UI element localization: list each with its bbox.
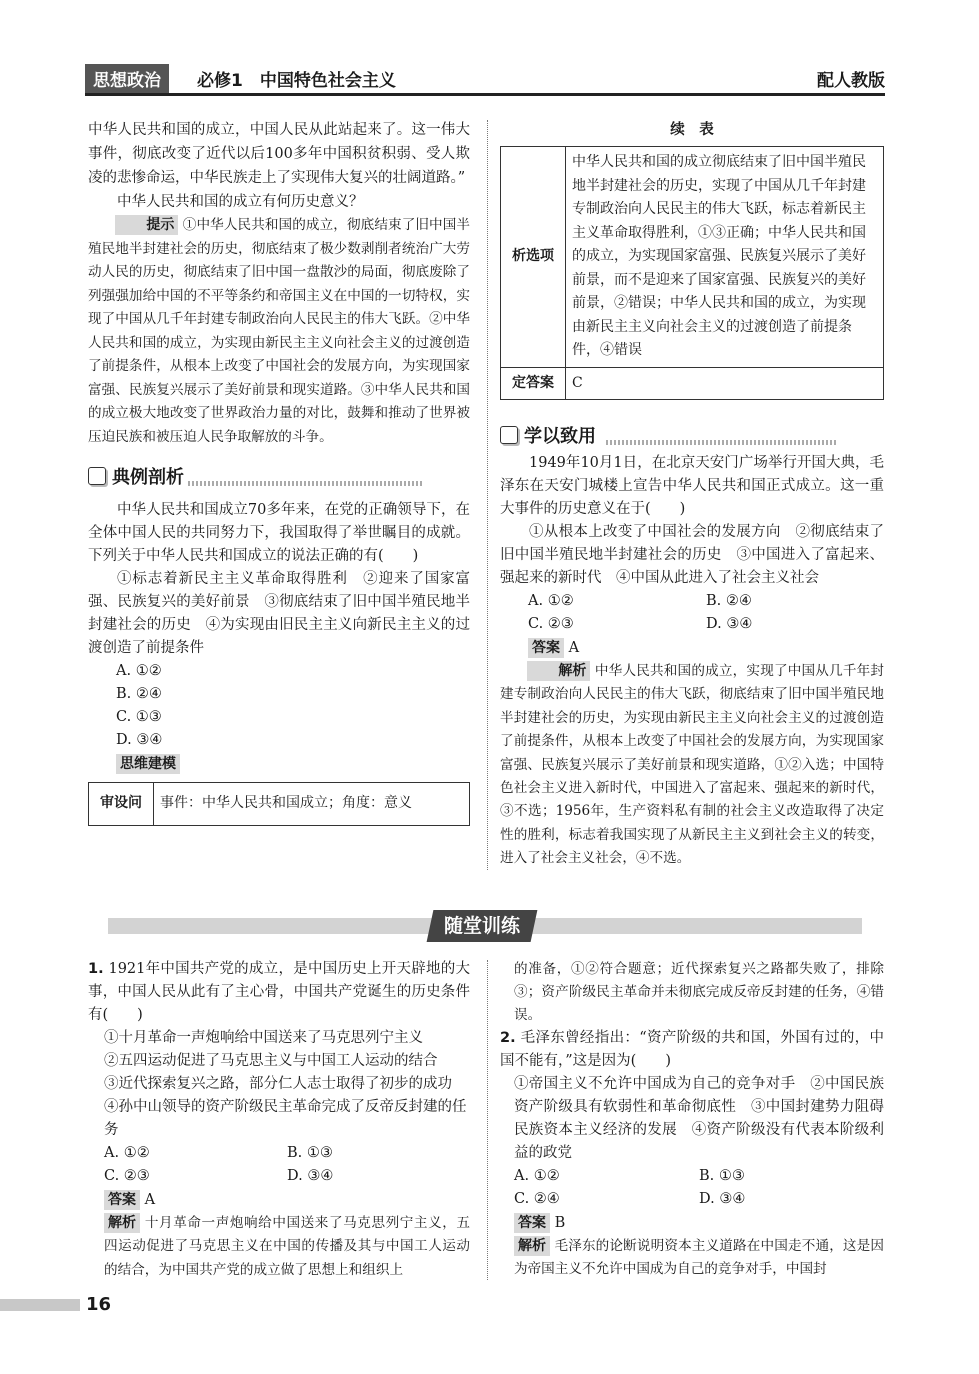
book-title: 必修1 中国特色社会主义 (197, 71, 396, 91)
section-icon (500, 426, 518, 444)
section-icon (88, 467, 106, 485)
q2-options (500, 1165, 884, 1211)
practice-banner-title: 随堂训练 (427, 910, 538, 942)
option-b: B. ②④ (116, 686, 162, 702)
subject-label: 思想政治 (85, 64, 169, 93)
option-b: B. ①③ (699, 1168, 745, 1184)
explanation-paragraph (500, 660, 884, 871)
analysis-table (500, 146, 884, 400)
option-c: C. ①③ (116, 709, 162, 725)
question-stem: 1949年10月1日，在北京天安门广场举行开国大典，毛泽东在天安门城楼上宣告中华人民共和国正式成立。这一重大事件的历史意义在于( ) (500, 455, 884, 517)
explanation-text: 十月革命一声炮响给中国送来了马克思列宁主义，五四运动促进了马克思主义在中国的传播及其与中国工人运动的结合，为中国共产党的成立做了思想上和组织上 (104, 1215, 470, 1278)
section-heading-examples (88, 463, 470, 489)
q1-item: ④孙中山领导的资产阶级民主革命完成了反帝反封建的任务 (104, 1099, 467, 1138)
answer-tag: 答案 (528, 638, 564, 658)
answer-label: 定答案 (501, 367, 566, 400)
q2-explanation (500, 1235, 884, 1282)
option-c: C. ②③ (104, 1168, 150, 1184)
section-title: 学以致用 (524, 426, 596, 447)
q2-items: ①帝国主义不允许中国成为自己的竞争对手 ②中国民族资产阶级具有软弱性和革命彻底性 ③中国封建势力阻碍民族资本主义经济的发展 ④资产阶级没有代表本阶级利益的政党 (514, 1076, 884, 1161)
right-column (500, 118, 884, 871)
q1-options (88, 1142, 470, 1188)
answer-tag: 答案 (514, 1213, 550, 1233)
column-divider-bottom (487, 960, 488, 1280)
option-a: A. ①② (528, 593, 574, 609)
option-c: C. ②③ (528, 616, 574, 632)
q2-number: 2. (500, 1030, 516, 1046)
analysis-text: 中华人民共和国的成立彻底结束了旧中国半殖民地半封建社会的历史，实现了中国从几千年封建专制政治向人民民主的伟大飞跃，标志着新民主主义革命取得胜利，①③正确；中华人民共和国的成立，为实现国家富强、民族复兴展示了美好前景，而不是迎来了国家富强、民族复兴的美好前景，②错误；中华人民共和国的成立，为实现由新民主主义向社会主义的过渡创造了前提条件，④错误 (566, 147, 884, 368)
page-number-bar (0, 1299, 80, 1311)
explanation-text: 毛泽东的论断说明资本主义道路在中国走不通，这是因为帝国主义不允许中国成为自己的竞争对手，中国封 (514, 1238, 884, 1278)
question-text: 中华人民共和国的成立有何历史意义？ (117, 194, 364, 210)
answer-text: A (144, 1192, 156, 1208)
hint-paragraph (88, 214, 470, 449)
question-items: ①从根本上改变了中国社会的发展方向 ②彻底结束了旧中国半殖民地半封建社会的历史 ③中国进入了富起来、强起来的新时代 ④中国从此进入了社会主义社会 (500, 524, 884, 586)
answer-tag: 答案 (104, 1190, 140, 1210)
header-rule (85, 93, 885, 96)
example-items: ①标志着新民主主义革命取得胜利 ②迎来了国家富强、民族复兴的美好前景 ③彻底结束了旧中国半殖民地半封建社会的历史 ④为实现由旧民主主义向新民主主义的过渡创造了前提条件 (88, 571, 470, 656)
explanation-tag: 解析 (514, 1236, 550, 1256)
option-d: D. ③④ (706, 616, 753, 632)
answer-line (500, 636, 884, 660)
explanation-tag: 解析 (104, 1213, 140, 1233)
answer-text: B (554, 1215, 566, 1231)
explanation-tag: 解析 (527, 661, 590, 681)
hint-tag: 提示 (115, 215, 178, 235)
model-tag: 思维建模 (116, 754, 180, 774)
intro-paragraph: 中华人民共和国的成立，中国人民从此站起来了。这一伟大事件，彻底改变了近代以后100多年中国积贫积弱、受人欺凌的悲惨命运，中华民族走上了实现伟大复兴的壮阔道路。” (88, 122, 470, 186)
option-d: D. ③④ (287, 1168, 334, 1184)
section-rule (188, 481, 422, 486)
q1-stem: 1. 1921年中国共产党的成立，是中国历史上开天辟地的大事，中国人民从此有了主心骨，中国共产党诞生的历史条件有( ) (88, 961, 471, 1023)
section-title: 典例剖析 (112, 467, 184, 488)
option-a: A. ①② (104, 1145, 150, 1161)
edition-label: 配人教版 (817, 71, 885, 91)
answer-text: A (568, 640, 580, 656)
option-c: C. ②④ (514, 1191, 560, 1207)
q1-item: ③近代探索复兴之路，部分仁人志士取得了初步的成功 (104, 1076, 452, 1092)
hint-text: ①中华人民共和国的成立，彻底结束了旧中国半殖民地半封建社会的历史，彻底结束了极少数剥削者统治广大劳动人民的历史，彻底结束了旧中国一盘散沙的局面，彻底废除了列强强加给中国的不平等条约和帝国主义在中国的一切特权，实现了中国从几千年封建专制政治向人民民主的伟大飞跃。②中华人民共和国的成立，为实现由新民主主义向社会主义的过渡创造了前提条件，从根本上改变了中国社会的发展方向，为实现国家富强、民族复兴展示了美好前景和现实道路。③中华人民共和国的成立极大地改变了世界政治力量的对比，鼓舞和推动了世界被压迫民族和被压迫人民争取解放的斗争。 (88, 217, 471, 445)
analysis-label: 析选项 (501, 147, 566, 368)
section-rule (606, 440, 836, 445)
option-b: B. ①③ (287, 1145, 333, 1161)
page-header (85, 62, 885, 92)
option-a: A. ①② (514, 1168, 560, 1184)
page-number: 16 (86, 1294, 112, 1315)
option-a: A. ①② (116, 663, 162, 679)
example-options (88, 660, 470, 752)
model-table (88, 782, 470, 826)
q1-answer (88, 1188, 470, 1212)
example-stem: 中华人民共和国成立70多年来，在党的正确领导下，在全体中国人民的共同努力下，我国取得了举世瞩目的成就。下列关于中华人民共和国成立的说法正确的有( ) (88, 502, 470, 564)
section-heading-practice (500, 422, 884, 448)
q1-explanation (88, 1212, 470, 1282)
q1-explanation-continued: 的准备，①②符合题意；近代探索复兴之路都失败了，排除③；资产阶级民主革命并未彻底完成反帝反封建的任务，④错误。 (514, 961, 884, 1023)
q2-answer (500, 1211, 884, 1235)
continued-table-title: 续 表 (670, 122, 714, 138)
question-options (500, 590, 884, 636)
left-column (88, 118, 470, 826)
option-d: D. ③④ (116, 732, 163, 748)
table-text: 事件：中华人民共和国成立；角度：意义 (154, 783, 470, 826)
q2-stem: 2. 毛泽东曾经指出：“资产阶级的共和国，外国有过的，中国不能有，”这是因为( ) (500, 1030, 884, 1069)
q1-item: ①十月革命一声炮响给中国送来了马克思列宁主义 (104, 1030, 423, 1046)
table-label: 审设问 (89, 783, 154, 826)
q1-items (88, 1027, 470, 1142)
q1-item: ②五四运动促进了马克思主义与中国工人运动的结合 (104, 1053, 438, 1069)
option-b: B. ②④ (706, 593, 752, 609)
q1-number: 1. (88, 961, 104, 977)
answer-value: C (566, 367, 884, 400)
practice-right (500, 958, 884, 1282)
column-divider-top (487, 120, 488, 870)
explanation-text: 中华人民共和国的成立，实现了中国从几千年封建专制政治向人民民主的伟大飞跃，彻底结束了旧中国半殖民地半封建社会的历史，为实现由新民主主义向社会主义的过渡创造了前提条件，从根本上改变了中国社会的发展方向，为实现国家富强、民族复兴展示了美好前景和现实道路，①②入选；中国特色社会主义进入新时代，中国进入了富起来、强起来的新时代，③不选；1956年，生产资料私有制的社会主义改造取得了决定性的胜利，标志着我国实现了从新民主主义到社会主义的转变，进入了社会主义社会，④不选。 (500, 663, 885, 867)
option-d: D. ③④ (699, 1191, 746, 1207)
practice-left (88, 958, 470, 1282)
